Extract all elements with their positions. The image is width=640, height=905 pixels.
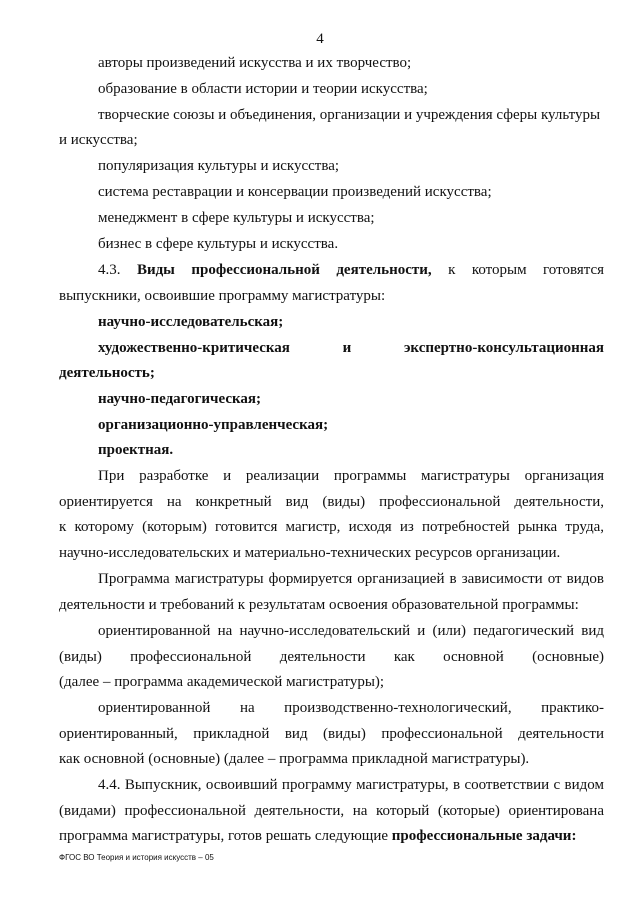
activity-type: научно-исследовательская; bbox=[98, 314, 284, 330]
activity-type: научно-педагогическая; bbox=[98, 391, 262, 407]
text-line: научно-исследовательских и материально-технических ресурсов организации. bbox=[59, 545, 561, 561]
text-line: творческие союзы и объединения, организации и учреждения сферы культуры bbox=[98, 107, 601, 123]
text-line: система реставрации и консервации произведений искусства; bbox=[98, 184, 492, 200]
activity-type: художественно-критическая и экспертно-консультационная bbox=[98, 340, 604, 356]
professional-tasks-label: профессиональные задачи: bbox=[391, 828, 577, 844]
text-line: деятельности и требований к результатам освоения образовательной программы: bbox=[59, 597, 579, 613]
activity-type: деятельность; bbox=[59, 365, 155, 381]
text-line: ориентированной на производственно-технологический, практико- bbox=[98, 700, 604, 716]
text-line: к которому (которым) готовится магистр, исходя из потребностей рынка труда, bbox=[59, 519, 604, 535]
text-line: бизнес в сфере культуры и искусства. bbox=[98, 236, 339, 252]
text-line: (виды) профессиональной деятельности как основной (основные) bbox=[59, 649, 604, 665]
text-line: Программа магистратуры формируется организацией в зависимости от видов bbox=[98, 571, 604, 587]
text-line: выпускники, освоившие программу магистратуры: bbox=[59, 288, 386, 304]
text-line: популяризация культуры и искусства; bbox=[98, 158, 340, 174]
section-4-3-heading: 4.3. Виды профессиональной деятельности, к которым готовятся bbox=[98, 262, 605, 278]
activity-type: организационно-управленческая; bbox=[98, 417, 329, 433]
text-line: (видами) профессиональной деятельности, на который (которые) ориентирована bbox=[59, 803, 604, 819]
activity-type: проектная. bbox=[98, 442, 174, 458]
footer: ФГОС ВО Теория и история искусств – 05 bbox=[59, 853, 214, 862]
text-line: авторы произведений искусства и их творчество; bbox=[98, 55, 412, 71]
text-line: ориентированный, прикладной вид (виды) профессиональной деятельности bbox=[59, 726, 604, 742]
page-number: 4 bbox=[316, 31, 324, 47]
text-line: (далее – программа академической магистратуры); bbox=[59, 674, 385, 690]
text-line: как основной (основные) (далее – программа прикладной магистратуры). bbox=[59, 751, 530, 767]
text-line: ориентируется на конкретный вид (виды) профессиональной деятельности, bbox=[59, 494, 604, 510]
section-4-4-text: 4.4. Выпускник, освоивший программу магистратуры, в соответствии с видом bbox=[98, 777, 604, 793]
text-line: При разработке и реализации программы магистратуры организация bbox=[98, 468, 604, 484]
text-line: программа магистратуры, готов решать следующие профессиональные задачи: bbox=[59, 828, 577, 844]
text-line: и искусства; bbox=[59, 132, 138, 148]
text-line: менеджмент в сфере культуры и искусства; bbox=[98, 210, 375, 226]
text-line: образование в области истории и теории искусства; bbox=[98, 81, 428, 97]
text-line: ориентированной на научно-исследовательский и (или) педагогический вид bbox=[98, 623, 604, 639]
